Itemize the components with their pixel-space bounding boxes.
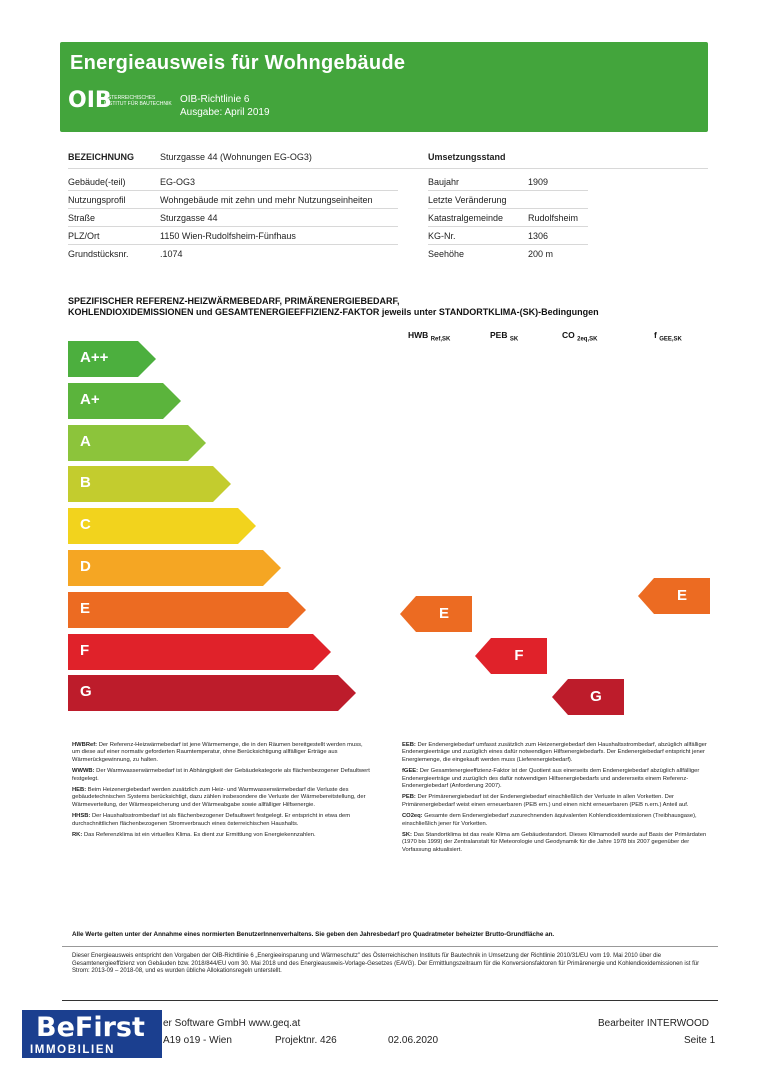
info-label: PLZ/Ort [68, 231, 100, 241]
info-value: 200 m [528, 249, 554, 259]
info-label: KG-Nr. [428, 231, 456, 241]
rating-class-label: A+ [80, 390, 100, 408]
definition-term: PEB: [402, 794, 416, 801]
oib-logo-sub1: ÖSTERREICHISCHES [104, 95, 156, 101]
column-header-sub: 2eq,SK [577, 336, 598, 343]
rating-class-b [68, 466, 231, 502]
footer-project-number: Projektnr. 426 [275, 1035, 337, 1046]
rating-arrow-shape [68, 508, 256, 544]
rating-class-label: D [80, 558, 91, 575]
rating-class-label: A [80, 432, 91, 450]
definitions-right [402, 742, 712, 854]
definitions-left [72, 742, 372, 839]
info-label: Baujahr [428, 177, 460, 187]
column-header-sub: GEE,SK [659, 336, 682, 343]
rating-class-label: F [80, 641, 90, 659]
marker-label: G [590, 688, 602, 706]
info-value: 1150 Wien-Rudolfsheim-Fünfhaus [160, 231, 296, 241]
divider [68, 244, 398, 245]
divider [68, 226, 398, 227]
befirst-logo [22, 1010, 162, 1058]
rating-class-c [68, 508, 256, 544]
info-value: .1074 [160, 249, 183, 259]
rating-arrow-shape [68, 592, 306, 628]
column-header-sub: SK [509, 336, 519, 343]
info-value: Rudolfsheim [528, 213, 579, 223]
column-header-main: f [654, 330, 657, 340]
definition-item [72, 787, 372, 809]
oib-logo-sub2: INSTITUT FÜR BAUTECHNIK [104, 101, 172, 107]
rating-class-label: B [80, 474, 91, 492]
assumption-footnote: Alle Werte gelten unter der Annahme eines normierten BenutzerInnenverhaltens. Sie geben den Jahresbedarf pro Quadratmeter beheizter Brutto-Grundfläche an. [72, 931, 555, 938]
rating-class-g [68, 675, 356, 711]
column-header-main: CO [562, 330, 575, 340]
definition-text: Der Haushaltsstrombedarf ist als flächenbezogener Defaultwert festgelegt. Er entspricht in etwa dem durchschnittlichen flächenbezogenen Stromverbrauch eines österreichischen Haushalts. [72, 813, 351, 827]
richtlinie-label: OIB-Richtlinie 6 [180, 94, 250, 105]
rating-arrow-shape [68, 466, 231, 502]
definition-text: Gesamte dem Endenergiebedarf zuzurechnenden äquivalenten Kohlendioxidemissionen (Treibhausgase), einschließlich jener für Vorketten. [402, 813, 697, 827]
definition-term: HHSB: [72, 813, 91, 820]
rating-arrow-shape [68, 634, 331, 670]
oib-logo-text: OIB [68, 88, 112, 113]
efficiency-section-heading [68, 296, 708, 318]
marker-co2 [552, 679, 624, 715]
rating-class-label: A++ [80, 349, 109, 366]
rating-class-label: C [80, 516, 91, 534]
page-title: Energieausweis für Wohngebäude [70, 52, 406, 74]
definition-term: HEB: [72, 787, 87, 794]
rating-class-f [68, 634, 331, 670]
info-label: Seehöhe [428, 249, 465, 259]
rating-class-d [68, 550, 281, 586]
marker-hwb [400, 596, 472, 632]
info-value: 1306 [528, 231, 549, 241]
info-value: Wohngebäude mit zehn und mehr Nutzungseinheiten [160, 195, 373, 205]
definition-text: Das Referenzklima ist ein virtuelles Klima. Es dient zur Ermittlung von Energiekennzahlen. [83, 832, 316, 839]
column-header-main: HWB [408, 330, 429, 340]
definition-item [72, 768, 372, 783]
rating-class-e [68, 592, 306, 628]
legal-note: Dieser Energieausweis entspricht den Vorgaben der OIB-Richtlinie 6 „Energieeinsparung und Wärmeschutz" des Österreichischen Instituts für Bautechnik in Umsetzung der Richtlinie 2010/31/EU vom 19. Mai 2010 über die Gesamtenergieeffizienz von Gebäuden bzw. 2018/844/EU vom 30. Mai 2018 und des Energieausweis-Vorlage-Gesetzes (EAVG). Der Ermittlungszeitraum für die Konversionsfaktoren für Primärenergie und Kohlendioxidemissionen ist für Strom: 2013-09 – 2018-08, und es wurden übliche Allokationsregeln unterstellt. [72, 953, 700, 975]
rating-class-aplusplus [68, 341, 156, 377]
definition-term: SK: [402, 832, 412, 839]
rating-arrow-shape [68, 550, 281, 586]
info-label: Letzte Veränderung [428, 195, 507, 205]
definition-item [402, 813, 712, 828]
rating-class-label: E [80, 599, 91, 617]
divider [428, 208, 588, 209]
definition-text: Der Referenz-Heizwärmebedarf ist jene Wärmemenge, die in den Räumen bereitgestellt werden muss, um diese auf einer normativ geforderten Raumtemperatur, ohne Berücksichtigung allfälliger Erträge aus Wärmerückgewinnung, zu halten. [72, 742, 363, 763]
column-header-hwb [408, 330, 450, 343]
divider [428, 244, 588, 245]
column-header-peb [490, 330, 518, 343]
info-label: Straße [68, 213, 96, 223]
definition-text: Der Warmwasserwärmebedarf ist in Abhängigkeit der Gebäudekategorie als flächenbezogener Defaultwert festgelegt. [72, 768, 370, 782]
definition-term: WWWB: [72, 768, 95, 775]
rating-class-a [68, 425, 206, 461]
divider [68, 190, 398, 191]
ausgabe-label: Ausgabe: April 2019 [180, 107, 270, 118]
rating-arrow-shape [68, 675, 356, 711]
marker-label: F [514, 646, 524, 664]
rating-class-aplus [68, 383, 181, 419]
section-heading-line2: KOHLENDIOXIDEMISSIONEN und GESAMTENERGIEEFFIZIENZ-FAKTOR jeweils unter STANDORTKLIMA-(SK)-Bedingungen [68, 307, 599, 317]
definition-text: Der Gesamtenergieeffizienz-Faktor ist der Quotient aus einerseits dem Endenergiebedarf abzüglich allfälliger Endenergieerträge und zuzüglich des dafür notwendigen Hilfsenergiebedarfs und andererseits einem Referenz-Endenergiebedarf (Anforderung 2007). [402, 768, 700, 790]
bezeichnung-label: BEZEICHNUNG [68, 152, 135, 162]
marker-peb [475, 638, 547, 674]
info-label: Nutzungsprofil [68, 195, 126, 205]
definition-term: fGEE: [402, 768, 419, 775]
befirst-logo-sub: IMMOBILIEN [30, 1044, 115, 1056]
definition-item [402, 832, 712, 854]
info-label: Katastralgemeinde [428, 213, 504, 223]
info-label: Grundstücksnr. [68, 249, 129, 259]
oib-logo [68, 88, 173, 118]
info-value: EG-OG3 [160, 177, 196, 187]
definition-item [72, 832, 372, 839]
befirst-logo-name: BeFirst [36, 1012, 145, 1043]
definition-text: Der Endenergiebedarf umfasst zusätzlich zum Heizenergiebedarf den Haushaltsstrombedarf, abzüglich allfälliger Endenergieerträge und zuzüglich eines dafür notwendigen Hilfsenergiebedarfs. Der Endenergiebedarf entspricht jener Energiemenge, die eingekauft werden muss (Lieferenergiebedarf). [402, 742, 707, 763]
divider [62, 946, 718, 947]
rating-class-label: G [80, 683, 92, 701]
definition-text: Das Standortklima ist das reale Klima am Gebäudestandort. Dieses Klimamodell wurde auf Basis der Primärdaten (1970 bis 1999) der Zentralanstalt für Meteorologie und Geodynamik für die Jahre 1978 bis 2007 gegenüber der Vorfassung aktualisiert. [402, 832, 707, 853]
divider [428, 190, 588, 191]
column-header-main: PEB [490, 330, 508, 340]
footer-date: 02.06.2020 [388, 1035, 439, 1046]
section-heading-line1: SPEZIFISCHER REFERENZ-HEIZWÄRMEBEDARF, PRIMÄRENERGIEBEDARF, [68, 296, 400, 306]
footer-software: er Software GmbH www.geq.at [163, 1018, 301, 1029]
footer-version: A19 o19 - Wien [163, 1035, 232, 1046]
definition-term: HWBRef: [72, 742, 98, 748]
marker-fgee [638, 578, 710, 614]
column-header-fgee [654, 330, 682, 343]
footer-page: Seite 1 [684, 1035, 716, 1046]
definition-text: Beim Heizenergiebedarf werden zusätzlich zum Heiz- und Warmwasserwärmebedarf die Verluste des gebäudetechnischen Systems berücksichtigt, dazu zählen insbesondere die Verluste der Wärmebereitstellung, der Wärmeverteilung, der Wärmespeicherung und der Wärmeabgabe sowie allfälliger Hilfsenergie. [72, 787, 366, 808]
footer-divider [62, 1000, 718, 1001]
definition-text: Der Primärenergiebedarf ist der Endenergiebedarf einschließlich der Verluste in allen Vorketten. Der Primärenergiebedarf weist einen erneuerbaren (PEB ern.) und einen nicht erneuerbaren (PEB n.ern.) Anteil auf. [402, 794, 689, 808]
bezeichnung-value: Sturzgasse 44 (Wohnungen EG-OG3) [160, 152, 312, 162]
header-banner [60, 42, 708, 132]
definition-term: RK: [72, 832, 83, 839]
definition-item [402, 742, 712, 764]
definition-item [402, 794, 712, 809]
definition-item [402, 768, 712, 790]
definition-item [72, 742, 372, 764]
marker-label: E [438, 604, 449, 622]
definition-term: EEB: [402, 742, 416, 748]
marker-label: E [676, 586, 687, 604]
divider [428, 226, 588, 227]
info-label: Gebäude(-teil) [68, 177, 126, 187]
footer-bearbeiter: Bearbeiter INTERWOOD [598, 1018, 709, 1029]
umsetzungsstand-label: Umsetzungsstand [428, 152, 506, 162]
column-header-sub: Ref,SK [430, 336, 451, 343]
definition-item [72, 813, 372, 828]
info-value: 1909 [528, 177, 549, 187]
definition-term: CO2eq: [402, 813, 423, 820]
divider [68, 168, 708, 169]
column-header-co2 [562, 330, 597, 343]
divider [68, 208, 398, 209]
info-value: Sturzgasse 44 [160, 213, 218, 223]
oib-logo-subtitle [104, 95, 172, 107]
